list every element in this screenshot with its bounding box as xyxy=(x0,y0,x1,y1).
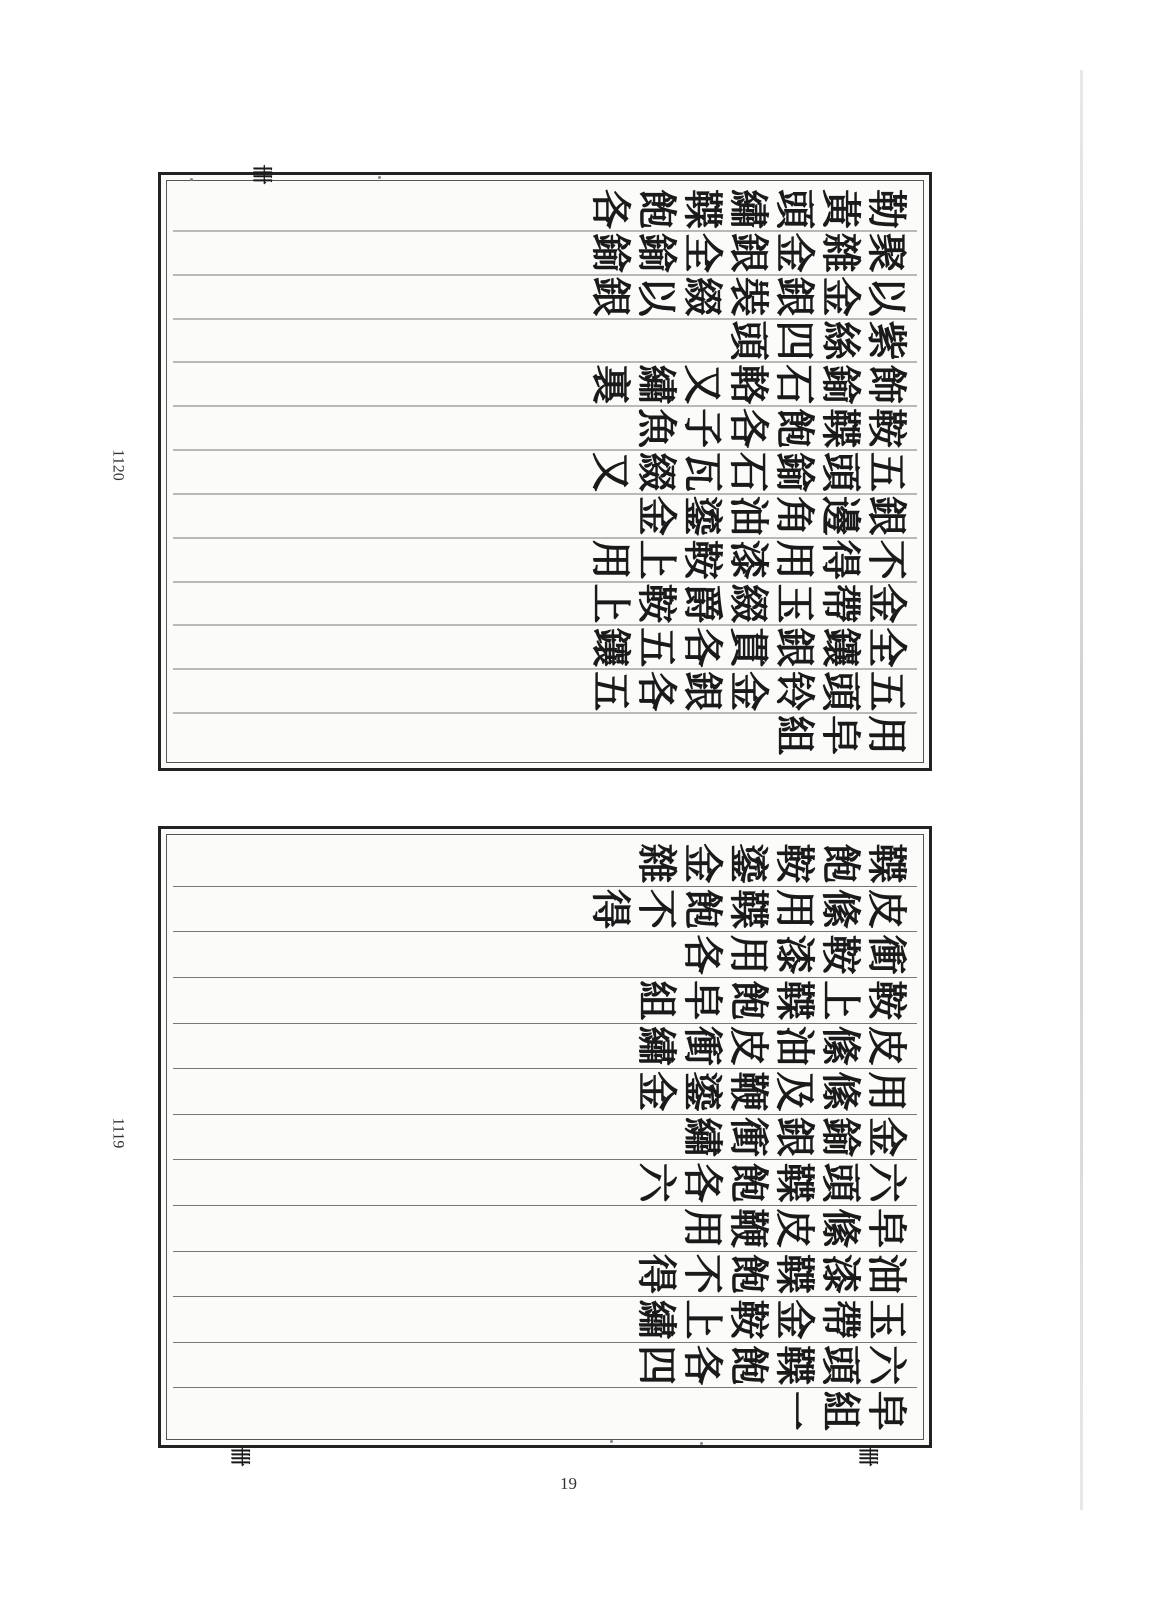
column-text: 五 頭 铃 金 銀 各 五 xyxy=(587,670,910,711)
text-column xyxy=(173,581,917,625)
text-column xyxy=(173,1205,917,1251)
margin-marker-bottom-left: 卌 xyxy=(228,1446,253,1467)
page-panel-1119 xyxy=(158,826,932,1448)
column-text: 六 頭 鞢 飽 各 四 xyxy=(633,1345,910,1386)
column-text: 不 得 用 漆 鞍 上 用 xyxy=(587,539,910,580)
scan-speck xyxy=(378,176,381,179)
text-column xyxy=(173,624,917,668)
text-column xyxy=(173,1159,917,1205)
text-column xyxy=(173,886,917,932)
column-text: 聚 雜 金 銀 全 鍮 鍮 xyxy=(587,232,910,273)
text-column xyxy=(173,187,917,230)
column-text: 皁 組 一 xyxy=(771,1390,910,1431)
text-column xyxy=(173,1342,917,1388)
column-text: 勒 黃 頭 繡 鞢 飽 各 xyxy=(587,188,910,229)
text-column xyxy=(173,712,917,756)
column-text: 鞍 上 鞢 飽 皁 組 xyxy=(633,980,910,1021)
scan-speck xyxy=(610,1440,613,1443)
column-text: 玉 帶 金 鞍 上 繡 xyxy=(633,1299,910,1340)
text-column xyxy=(173,931,917,977)
text-column xyxy=(173,318,917,362)
scan-speck xyxy=(700,1442,703,1445)
column-text: 皮 絛 用 鞢 飽 不 得 xyxy=(587,888,910,929)
text-columns xyxy=(173,841,917,1433)
text-column xyxy=(173,668,917,712)
text-column xyxy=(173,274,917,318)
column-text: 用 絛 及 鞭 鎏 金 xyxy=(633,1071,910,1112)
text-column xyxy=(173,1387,917,1433)
column-text: 衝 鞍 漆 用 各 xyxy=(679,934,910,975)
text-column xyxy=(173,449,917,493)
scan-speck xyxy=(190,178,193,181)
page-number-upper: 1120 xyxy=(109,449,127,481)
column-text: 油 漆 鞢 飽 不 得 xyxy=(633,1253,910,1294)
text-column xyxy=(173,977,917,1023)
column-text: 銀 邊 角 油 鎏 金 xyxy=(633,495,910,536)
column-text: 紫 絲 四 頭 xyxy=(725,319,910,360)
column-text: 六 頭 鞢 飽 各 六 xyxy=(633,1162,910,1203)
column-text: 皮 絛 油 皮 衝 繡 xyxy=(633,1025,910,1066)
text-columns xyxy=(173,187,917,756)
column-text: 五 頭 鍮 石 瓦 綴 又 xyxy=(587,451,910,492)
column-text: 全 鑲 銀 貫 各 五 鑲 xyxy=(587,626,910,667)
text-column xyxy=(173,405,917,449)
page-panel-1120 xyxy=(158,172,932,771)
text-column xyxy=(173,493,917,537)
column-text: 用 皁 組 xyxy=(771,714,910,755)
text-column xyxy=(173,841,917,886)
folio-number: 19 xyxy=(560,1474,577,1493)
text-column xyxy=(173,230,917,274)
column-text: 飾 鍮 石 輅 又 繡 裏 xyxy=(587,363,910,404)
column-text: 鞢 飽 鞍 鎏 金 雜 xyxy=(633,843,910,884)
text-column xyxy=(173,1114,917,1160)
text-column xyxy=(173,1296,917,1342)
column-text: 鞍 鞢 飽 各 子 魚 xyxy=(633,407,910,448)
column-text: 以 金 銀 裝 綴 以 銀 xyxy=(587,276,910,317)
text-column xyxy=(173,361,917,405)
margin-marker-bottom-right: 卌 xyxy=(856,1446,881,1467)
text-column xyxy=(173,1251,917,1297)
column-text: 金 鍮 銀 衝 繡 xyxy=(679,1117,910,1158)
page-number-lower: 1119 xyxy=(109,1117,127,1149)
margin-marker-top: 卌 xyxy=(250,164,275,185)
column-text: 皁 絛 皮 鞭 用 xyxy=(679,1208,910,1249)
scan-spine-shadow xyxy=(1080,70,1083,1510)
text-column xyxy=(173,1023,917,1069)
column-text: 金 帶 玉 綴 爵 鞍 上 xyxy=(587,583,910,624)
text-column xyxy=(173,1068,917,1114)
text-column xyxy=(173,537,917,581)
